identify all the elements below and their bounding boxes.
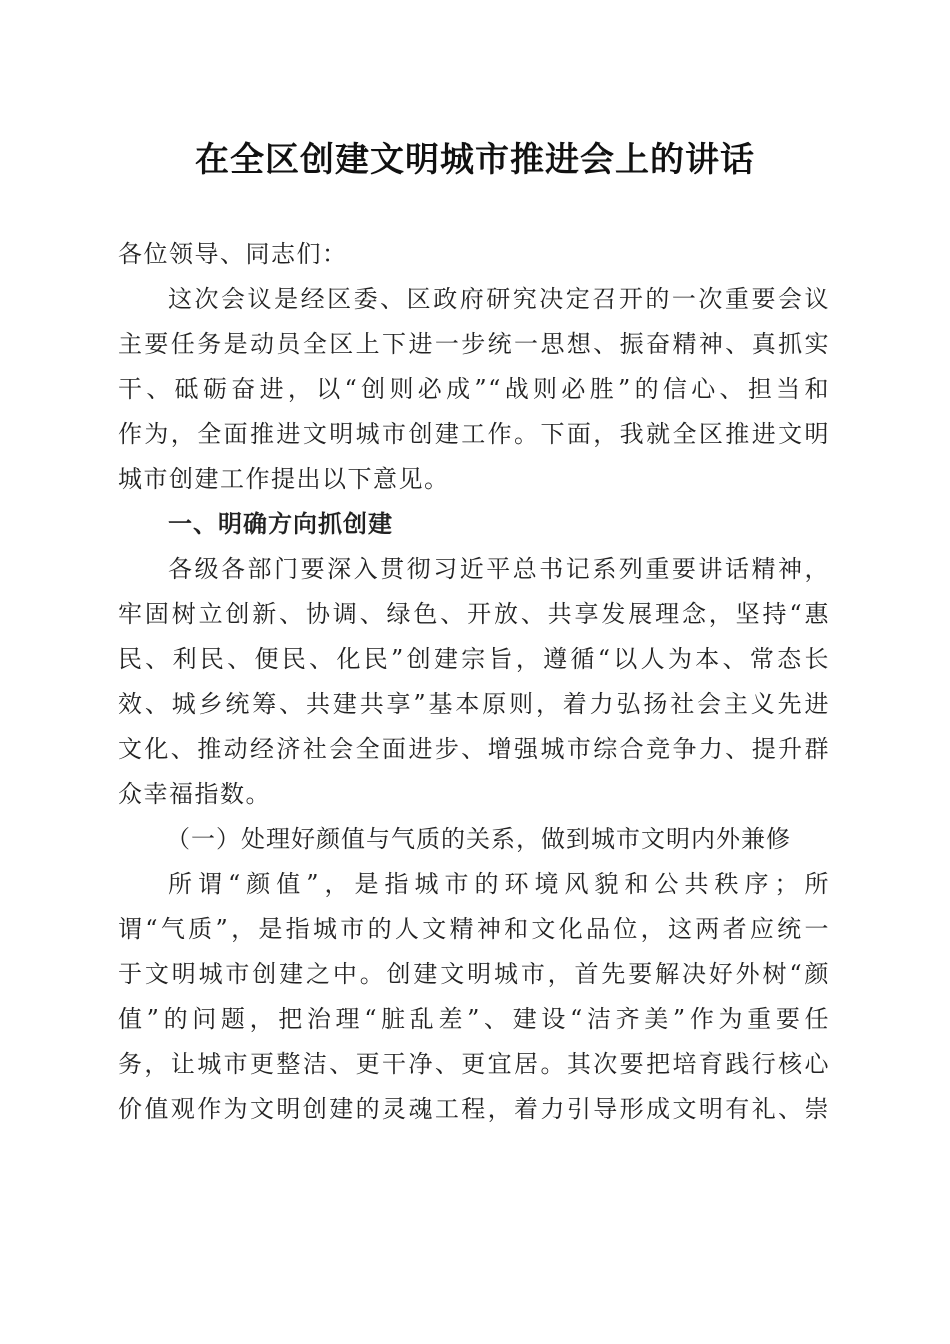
paragraph-line: 众幸福指数。 [118, 780, 271, 808]
salutation: 各位领导、同志们： [118, 240, 348, 268]
paragraph-line: 价值观作为文明创建的灵魂工程，着力引导形成文明有礼、崇 [118, 1095, 830, 1123]
paragraph-line: 效、城乡统筹、共建共享”基本原则，着力弘扬社会主义先进 [118, 690, 830, 718]
paragraph-line: 所谓“颜值”，是指城市的环境风貌和公共秩序；所 [168, 870, 830, 898]
section-heading: 一、明确方向抓创建 [168, 510, 393, 538]
paragraph-direction [118, 547, 830, 817]
paragraph-intro [118, 277, 830, 502]
paragraph-line: 值”的问题，把治理“脏乱差”、建设“洁齐美”作为重要任 [118, 1005, 830, 1033]
paragraph-line: 各级各部门要深入贯彻习近平总书记系列重要讲话精神， [168, 555, 830, 583]
paragraph-line: 务，让城市更整洁、更干净、更宜居。其次要把培育践行核心 [118, 1050, 830, 1078]
paragraph-line: 谓“气质”，是指城市的人文精神和文化品位，这两者应统一 [118, 915, 830, 943]
paragraph-line: 作为，全面推进文明城市创建工作。下面，我就全区推进文明 [118, 420, 830, 448]
paragraph-line: 于文明城市创建之中。创建文明城市，首先要解决好外树“颜 [118, 960, 830, 988]
document-body [118, 232, 830, 1132]
paragraph-line: 牢固树立创新、协调、绿色、开放、共享发展理念，坚持“惠 [118, 600, 830, 628]
document-title: 在全区创建文明城市推进会上的讲话 [195, 140, 755, 180]
paragraph-line: 城市创建工作提出以下意见。 [118, 465, 450, 493]
paragraph-appearance [118, 862, 830, 1132]
subsection-heading: （一）处理好颜值与气质的关系，做到城市文明内外兼修 [166, 825, 791, 853]
paragraph-line: 民、利民、便民、化民”创建宗旨，遵循“以人为本、常态长 [118, 645, 830, 673]
paragraph-line: 干、砥砺奋进，以“创则必成”“战则必胜”的信心、担当和 [118, 375, 830, 403]
paragraph-line: 主要任务是动员全区上下进一步统一思想、振奋精神、真抓实 [118, 330, 830, 358]
paragraph-line: 这次会议是经区委、区政府研究决定召开的一次重要会议 [168, 285, 830, 313]
paragraph-line: 文化、推动经济社会全面进步、增强城市综合竞争力、提升群 [118, 735, 830, 763]
